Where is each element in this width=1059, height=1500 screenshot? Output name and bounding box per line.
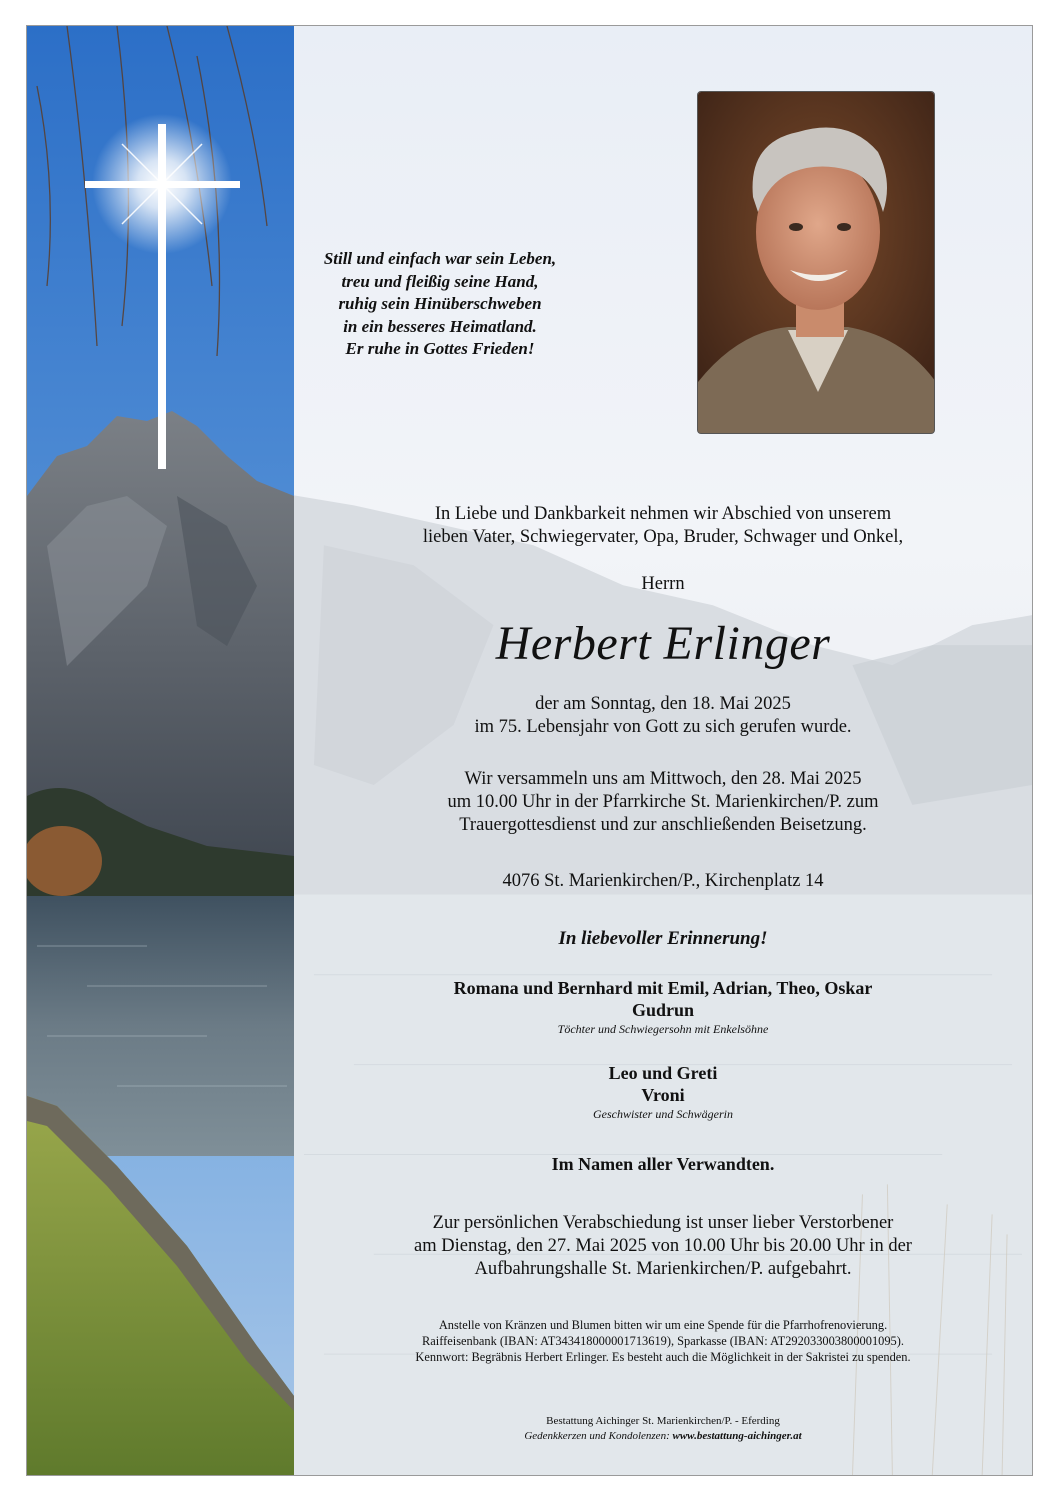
mourner-group	[267, 977, 1059, 1037]
death-info-line: der am Sonntag, den 18. Mai 2025	[535, 694, 791, 714]
mourner-names: Leo und Greti	[608, 1063, 718, 1083]
salutation: Herrn	[641, 574, 685, 594]
mourner-names: Gudrun	[631, 1000, 695, 1020]
poem-line: ruhig sein Hinüberschweben	[338, 294, 542, 313]
viewing-info-line: Zur persönlichen Verabschiedung ist unser lieber Verstorbener	[432, 1213, 894, 1233]
deceased-name: Herbert Erlinger	[495, 617, 831, 670]
memory-line: In liebevoller Erinnerung!	[558, 928, 768, 949]
donation-info-line: Anstelle von Kränzen und Blumen bitten wir um eine Spende für die Pfarrhofrenovierung.	[438, 1318, 888, 1332]
condolence-label: Gedenkkerzen und Kondolenzen:	[524, 1430, 670, 1442]
death-info-line: im 75. Lebensjahr von Gott zu sich gerufen wurde.	[474, 717, 852, 737]
donation-info-line: Raiffeisenbank (IBAN: AT343418000001713619), Sparkasse (IBAN: AT292033003800001095).	[422, 1334, 904, 1348]
funeral-home-name: Bestattung Aichinger St. Marienkirchen/P. - Eferding	[546, 1415, 780, 1427]
mourner-relation: Geschwister und Schwägerin	[593, 1107, 733, 1121]
viewing-info	[267, 1212, 1059, 1281]
footer	[267, 1414, 1059, 1444]
intro-line: In Liebe und Dankbarkeit nehmen wir Abschied von unserem	[434, 504, 892, 524]
mourner-names: Vroni	[641, 1085, 685, 1105]
viewing-info-line: Aufbahrungshalle St. Marienkirchen/P. aufgebahrt.	[474, 1259, 852, 1279]
funeral-info-line: um 10.00 Uhr in der Pfarrkirche St. Marienkirchen/P. zum	[447, 792, 879, 812]
condolence-line	[267, 1429, 1059, 1444]
funeral-info	[267, 768, 1059, 837]
poem-line: in ein besseres Heimatland.	[343, 316, 537, 336]
poem-line: treu und fleißig seine Hand,	[341, 271, 539, 291]
landscape-photo	[27, 26, 294, 1475]
website-link[interactable]: www.bestattung-aichinger.at	[672, 1430, 802, 1442]
funeral-info-line: Wir versammeln uns am Mittwoch, den 28. Mai 2025	[464, 769, 862, 789]
poem-line: Still und einfach war sein Leben,	[323, 249, 557, 268]
address: 4076 St. Marienkirchen/P., Kirchenplatz 14	[502, 871, 824, 891]
donation-info	[267, 1317, 1059, 1365]
poem-line: Er ruhe in Gottes Frieden!	[345, 339, 535, 358]
death-info	[267, 693, 1059, 739]
mourner-group	[267, 1062, 1059, 1122]
obituary-text	[267, 0, 1059, 1500]
relatives-line: Im Namen aller Verwandten.	[551, 1154, 775, 1174]
intro-line: lieben Vater, Schwiegervater, Opa, Bruder, Schwager und Onkel,	[422, 527, 904, 547]
viewing-info-line: am Dienstag, den 27. Mai 2025 von 10.00 Uhr bis 20.00 Uhr in der	[414, 1236, 912, 1256]
mourner-names: Romana und Bernhard mit Emil, Adrian, Theo, Oskar	[453, 978, 873, 998]
funeral-info-line: Trauergottesdienst und zur anschließenden Beisetzung.	[459, 815, 867, 835]
mourner-relation: Töchter und Schwiegersohn mit Enkelsöhne	[557, 1022, 769, 1036]
intro-text	[267, 503, 1059, 549]
donation-info-line: Kennwort: Begräbnis Herbert Erlinger. Es besteht auch die Möglichkeit in der Sakristei zu spenden.	[415, 1350, 911, 1364]
